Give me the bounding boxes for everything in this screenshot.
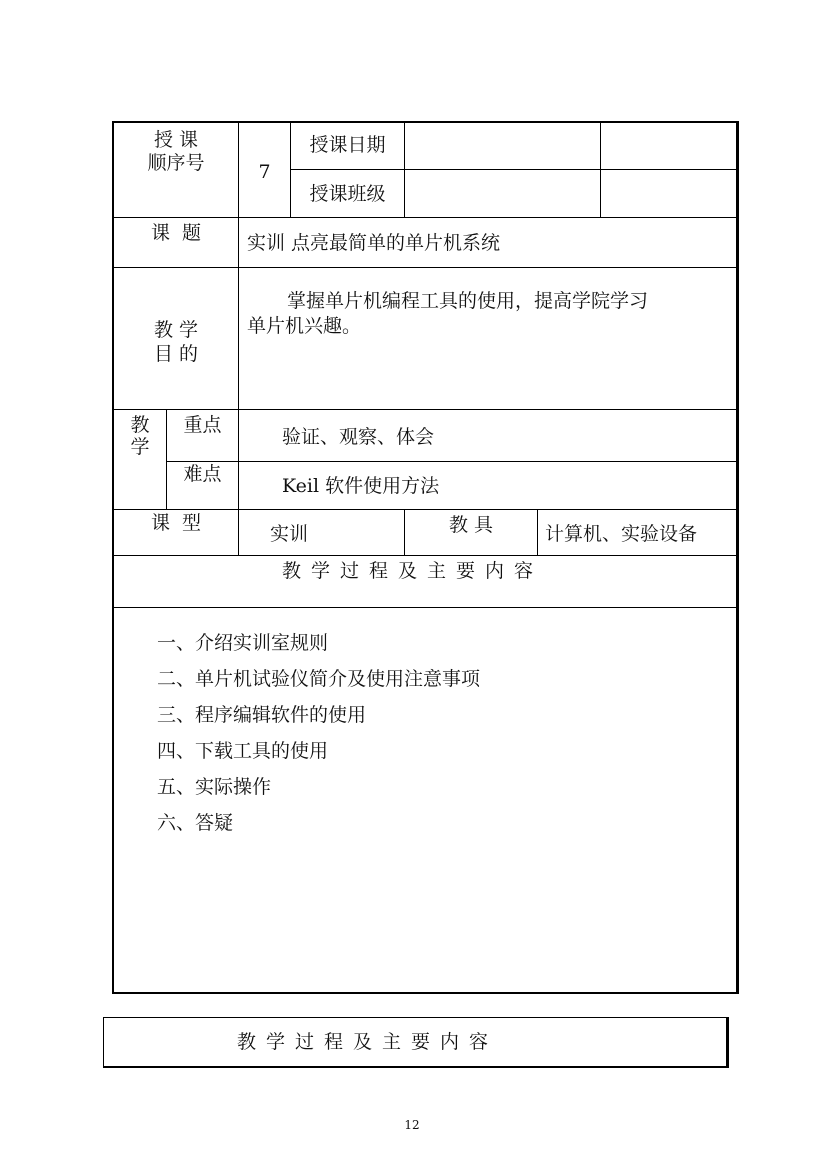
teaching-label-line1: 教: [130, 414, 150, 436]
lesson-type-value: 实训: [270, 523, 309, 545]
table-border-left: [112, 121, 114, 994]
lesson-type-label: 课 型: [150, 512, 202, 534]
hrule-process-title-bottom: [112, 607, 737, 608]
table-border-right: [736, 121, 739, 994]
process-title: 教学过程及主要内容: [282, 560, 544, 582]
process-item: 六、答疑: [157, 812, 234, 834]
process-item: 四、下载工具的使用: [157, 740, 329, 762]
hrule-key-difficulty: [166, 461, 737, 462]
teaching-label-line2: 学: [130, 436, 150, 458]
hrule-header-bottom: [112, 217, 737, 218]
key-value: 验证、观察、体会: [282, 426, 435, 448]
hrule-lesson-bottom: [112, 555, 737, 556]
seq-value: 7: [258, 161, 271, 183]
purpose-label-line1: 教 学: [153, 319, 199, 341]
difficulty-label: 难点: [183, 463, 222, 485]
hrule-purpose-bottom: [112, 409, 737, 410]
seq-label-line2: 顺序号: [147, 152, 205, 174]
key-label: 重点: [183, 414, 222, 436]
lesson-tools-label: 教 具: [448, 514, 494, 536]
vrule-header-mid: [404, 121, 405, 218]
page-number: 12: [404, 1118, 420, 1132]
vrule-header-right: [600, 121, 601, 218]
lesson-tools-value: 计算机、实验设备: [545, 523, 698, 545]
process-item: 一、介绍实训室规则: [157, 632, 329, 654]
date-label: 授课日期: [309, 134, 386, 156]
vrule-lesson-right: [537, 509, 538, 556]
class-label: 授课班级: [309, 183, 386, 205]
topic-label: 课 题: [150, 222, 202, 244]
purpose-label-line2: 目 的: [153, 343, 199, 365]
vrule-label-column: [238, 121, 239, 556]
table-border-top: [112, 121, 739, 123]
process-item: 五、实际操作: [157, 776, 272, 798]
purpose-line2: 单片机兴趣。: [247, 315, 362, 337]
footer-box-title: 教学过程及主要内容: [237, 1031, 499, 1053]
hrule-date-class: [290, 169, 737, 170]
difficulty-value: Keil 软件使用方法: [282, 475, 440, 497]
process-item: 三、程序编辑软件的使用: [157, 704, 367, 726]
process-list: [157, 625, 717, 841]
purpose-line1: 掌握单片机编程工具的使用，提高学院学习: [287, 290, 649, 312]
topic-value: 实训 点亮最简单的单片机系统: [247, 232, 501, 254]
table-border-bottom: [112, 992, 739, 994]
hrule-topic-bottom: [112, 267, 737, 268]
hrule-teaching-bottom: [112, 509, 737, 510]
seq-label-line1: 授 课: [153, 129, 199, 151]
process-item: 二、单片机试验仪简介及使用注意事项: [157, 668, 481, 690]
